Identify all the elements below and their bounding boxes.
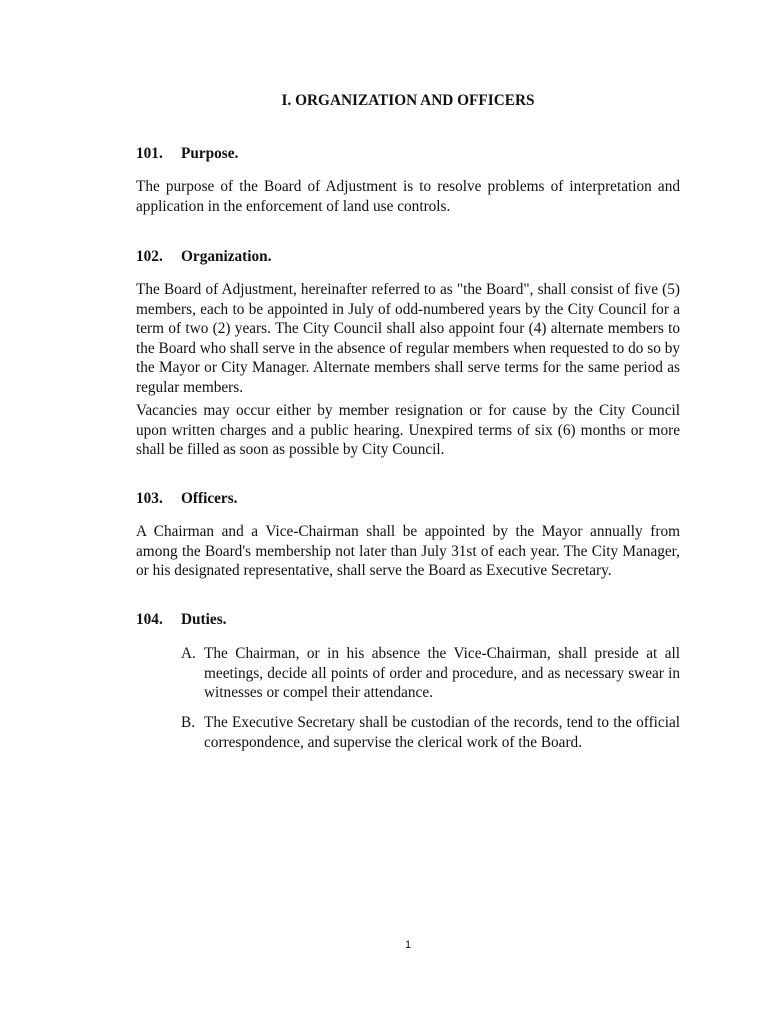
section-heading-103 xyxy=(136,489,237,509)
section-paragraph: Vacancies may occur either by member resignation or for cause by the City Council upon written charges and a public hearing. Unexpired terms of six (6) months or more shall be filled as soon as possible by City Council. xyxy=(136,402,680,458)
list-item-text: The Chairman, or in his absence the Vice-Chairman, shall preside at all meetings, decide all points of order and procedure, and as necessary swear in witnesses or compel their attendance. xyxy=(204,645,680,701)
section-title: Purpose. xyxy=(181,145,239,162)
section-title: Organization. xyxy=(181,248,272,265)
section-paragraph: The Board of Adjustment, hereinafter referred to as "the Board", shall consist of five (5) members, each to be appointed in July of odd-numbered years by the City Council for a term of two (2) years. The City Council shall also appoint four (4) alternate members to the Board who shall serve in the absence of regular members when requested to do so by the Mayor or City Manager. Alternate members shall serve terms for the same period as regular members. xyxy=(136,281,680,396)
section-paragraph: A Chairman and a Vice-Chairman shall be appointed by the Mayor annually from among the Board's membership not later than July 31st of each year. The City Manager, or his designated representative, shall serve the Board as Executive Secretary. xyxy=(136,523,680,579)
list-item xyxy=(181,644,680,703)
list-item-text: The Executive Secretary shall be custodian of the records, tend to the official correspondence, and supervise the clerical work of the Board. xyxy=(204,714,680,751)
section-number: 101. xyxy=(136,145,163,162)
section-heading-102 xyxy=(136,247,272,267)
section-title: Duties. xyxy=(181,611,227,628)
list-item-label: B. xyxy=(181,714,196,731)
section-title: Officers. xyxy=(181,490,238,507)
list-item-label: A. xyxy=(181,645,196,662)
section-heading-101 xyxy=(136,144,238,164)
section-number: 103. xyxy=(136,490,163,507)
section-number: 104. xyxy=(136,611,163,628)
page-number: 1 xyxy=(404,939,412,951)
section-number: 102. xyxy=(136,248,163,265)
list-item xyxy=(181,713,680,752)
section-paragraph: The purpose of the Board of Adjustment is to resolve problems of interpretation and application in the enforcement of land use controls. xyxy=(136,178,680,215)
page-title: I. ORGANIZATION AND OFFICERS xyxy=(281,92,535,109)
section-heading-104 xyxy=(136,610,226,630)
